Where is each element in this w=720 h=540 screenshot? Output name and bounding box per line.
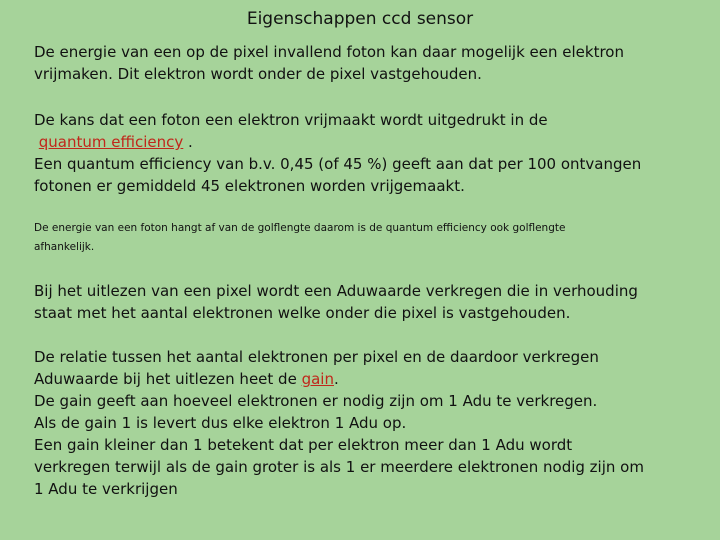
text-line: 1 Adu te verkrijgen bbox=[34, 480, 178, 498]
text-line bbox=[34, 368, 694, 390]
paragraph-photon-energy bbox=[34, 41, 694, 85]
text-line bbox=[34, 131, 694, 153]
text-line: Een gain kleiner dan 1 betekent dat per elektron meer dan 1 Adu wordt bbox=[34, 436, 573, 454]
paragraph-wavelength-note bbox=[34, 219, 694, 257]
text-line: Als de gain 1 is levert dus elke elektron 1 Adu op. bbox=[34, 414, 407, 432]
text-line: afhankelijk. bbox=[34, 241, 95, 253]
text-line: Bij het uitlezen van een pixel wordt een Aduwaarde verkregen die in verhouding bbox=[34, 282, 638, 300]
text-line: verkregen terwijl als de gain groter is als 1 er meerdere elektronen nodig zijn om bbox=[34, 458, 644, 476]
paragraph-gain bbox=[34, 346, 694, 500]
slide-title: Eigenschappen ccd sensor bbox=[246, 9, 474, 29]
text-fragment: . bbox=[333, 370, 339, 388]
text-line: De relatie tussen het aantal elektronen per pixel en de daardoor verkregen bbox=[34, 348, 599, 366]
text-line: staat met het aantal elektronen welke onder die pixel is vastgehouden. bbox=[34, 304, 571, 322]
text-line: Een quantum efficiency van b.v. 0,45 (of 45 %) geeft aan dat per 100 ontvangen bbox=[34, 155, 642, 173]
text-line: De energie van een op de pixel invallend foton kan daar mogelijk een elektron bbox=[34, 43, 624, 61]
text-line: De gain geeft aan hoeveel elektronen er nodig zijn om 1 Adu te verkregen. bbox=[34, 392, 598, 410]
quantum-efficiency-link[interactable]: quantum efficiency bbox=[38, 133, 184, 151]
text-line: De kans dat een foton een elektron vrijmaakt wordt uitgedrukt in de bbox=[34, 111, 548, 129]
text-fragment: . bbox=[183, 133, 193, 151]
text-line: De energie van een foton hangt af van de golflengte daarom is de quantum efficiency ook golflengte bbox=[34, 222, 566, 234]
text-line: vrijmaken. Dit elektron wordt onder de pixel vastgehouden. bbox=[34, 65, 482, 83]
paragraph-quantum-efficiency bbox=[34, 109, 694, 197]
paragraph-readout bbox=[34, 280, 694, 324]
gain-link[interactable]: gain bbox=[301, 370, 334, 388]
text-fragment: Aduwaarde bij het uitlezen heet de bbox=[34, 370, 302, 388]
text-line: fotonen er gemiddeld 45 elektronen worden vrijgemaakt. bbox=[34, 177, 465, 195]
